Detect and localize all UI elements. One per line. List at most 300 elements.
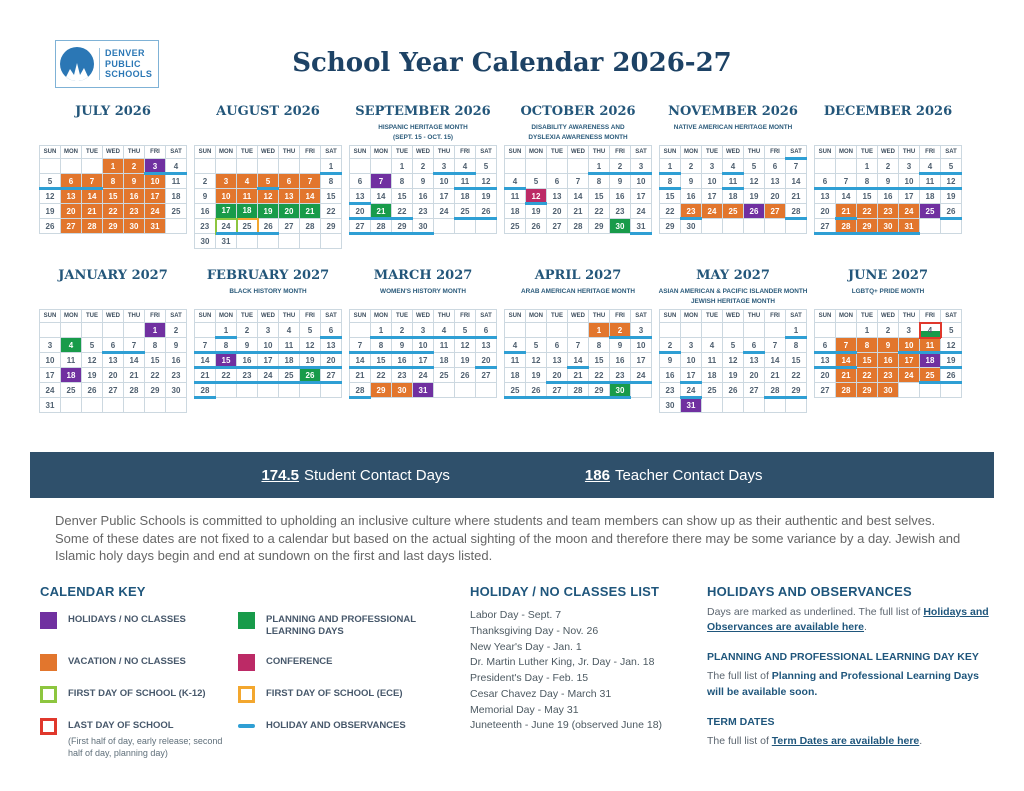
holiday-list-item: Dr. Martin Luther King, Jr. Day - Jan. 18 xyxy=(470,656,655,669)
day-cell: 5 xyxy=(82,338,103,353)
day-cell: 4 xyxy=(455,159,476,174)
day-cell: 14 xyxy=(836,353,857,368)
day-cell: 20 xyxy=(815,368,836,383)
day-cell: 25 xyxy=(702,383,723,398)
day-cell: 15 xyxy=(786,353,807,368)
day-cell: 26 xyxy=(526,219,547,234)
day-cell: 29 xyxy=(392,219,413,234)
day-cell: 23 xyxy=(610,368,631,383)
day-cell: 29 xyxy=(857,383,878,398)
day-cell: 7 xyxy=(124,338,145,353)
day-cell: 31 xyxy=(40,398,61,413)
day-cell: 16 xyxy=(681,189,702,204)
day-cell: 28 xyxy=(568,383,589,398)
day-cell: 5 xyxy=(258,174,279,189)
day-cell xyxy=(216,383,237,398)
day-cell: 23 xyxy=(237,368,258,383)
day-cell: 14 xyxy=(568,189,589,204)
weekday-header: FRI xyxy=(765,146,786,159)
day-cell xyxy=(61,323,82,338)
day-cell: 11 xyxy=(723,174,744,189)
day-cell: 19 xyxy=(82,368,103,383)
term-dates-title: TERM DATES xyxy=(707,715,775,728)
day-cell: 8 xyxy=(660,174,681,189)
day-cell: 11 xyxy=(61,353,82,368)
day-cell: 19 xyxy=(526,368,547,383)
day-cell: 21 xyxy=(836,204,857,219)
calendar-key-section xyxy=(40,584,470,759)
day-cell: 15 xyxy=(103,189,124,204)
day-cell: 10 xyxy=(681,353,702,368)
page-title: School Year Calendar 2026-27 xyxy=(292,48,732,78)
day-cell: 25 xyxy=(166,204,187,219)
holiday-list-section xyxy=(470,584,707,759)
key-label: HOLIDAYS / NO CLASSES xyxy=(68,614,186,625)
day-cell: 24 xyxy=(258,368,279,383)
day-cell: 10 xyxy=(40,353,61,368)
day-cell: 6 xyxy=(547,338,568,353)
day-cell: 3 xyxy=(216,174,237,189)
day-cell: 8 xyxy=(145,338,166,353)
day-cell xyxy=(279,159,300,174)
weekday-header: THU xyxy=(899,146,920,159)
weekday-header: TUE xyxy=(702,310,723,323)
holiday-list-item: Memorial Day - May 31 xyxy=(470,703,579,716)
day-cell xyxy=(103,323,124,338)
key-swatch-fill xyxy=(238,612,255,629)
key-item xyxy=(40,718,238,760)
day-cell: 6 xyxy=(765,159,786,174)
day-cell: 28 xyxy=(124,383,145,398)
term-dates-link[interactable]: Term Dates are available here xyxy=(771,734,920,747)
day-cell: 30 xyxy=(878,219,899,234)
day-cell: 7 xyxy=(371,174,392,189)
day-cell: 5 xyxy=(455,323,476,338)
holiday-list-item: Cesar Chavez Day - March 31 xyxy=(470,687,612,700)
day-cell: 14 xyxy=(786,174,807,189)
day-cell: 29 xyxy=(103,219,124,234)
day-cell xyxy=(702,219,723,234)
day-cell: 4 xyxy=(505,174,526,189)
day-cell xyxy=(744,398,765,413)
day-cell xyxy=(82,159,103,174)
day-cell: 15 xyxy=(857,353,878,368)
day-cell: 28 xyxy=(300,219,321,234)
day-cell: 16 xyxy=(166,353,187,368)
day-cell: 21 xyxy=(568,204,589,219)
day-cell: 27 xyxy=(815,383,836,398)
day-cell: 21 xyxy=(300,204,321,219)
day-cell xyxy=(660,323,681,338)
weekday-header: MON xyxy=(836,146,857,159)
month-april-2027 xyxy=(503,268,653,413)
holidays-observances-link[interactable]: Holidays and Observances are available here xyxy=(707,606,989,634)
weekday-header: SAT xyxy=(476,310,497,323)
day-cell: 30 xyxy=(610,383,631,398)
day-cell: 24 xyxy=(899,368,920,383)
weekday-header: THU xyxy=(589,146,610,159)
day-cell: 1 xyxy=(660,159,681,174)
day-cell: 14 xyxy=(568,353,589,368)
day-cell: 11 xyxy=(505,353,526,368)
day-cell: 9 xyxy=(610,174,631,189)
day-cell: 20 xyxy=(476,353,497,368)
day-cell: 22 xyxy=(216,368,237,383)
day-cell: 2 xyxy=(878,323,899,338)
day-cell: 9 xyxy=(413,174,434,189)
day-cell xyxy=(455,219,476,234)
day-cell: 6 xyxy=(103,338,124,353)
day-cell: 23 xyxy=(195,219,216,234)
weekday-header: MON xyxy=(681,146,702,159)
day-cell: 19 xyxy=(941,189,962,204)
day-cell: 14 xyxy=(124,353,145,368)
day-cell xyxy=(744,219,765,234)
weekday-header: THU xyxy=(124,310,145,323)
day-cell: 3 xyxy=(413,323,434,338)
day-cell: 30 xyxy=(878,383,899,398)
day-cell: 7 xyxy=(765,338,786,353)
day-cell: 13 xyxy=(744,353,765,368)
day-cell: 30 xyxy=(392,383,413,398)
day-cell: 5 xyxy=(941,323,962,338)
month-january-2027 xyxy=(38,268,188,413)
day-cell: 20 xyxy=(547,204,568,219)
day-cell xyxy=(216,159,237,174)
day-cell: 25 xyxy=(61,383,82,398)
day-cell: 8 xyxy=(103,174,124,189)
day-cell: 13 xyxy=(279,189,300,204)
day-cell: 9 xyxy=(681,174,702,189)
weekday-header: WED xyxy=(723,146,744,159)
day-cell: 28 xyxy=(568,219,589,234)
calendar-grid xyxy=(349,145,497,234)
weekday-header: SUN xyxy=(660,146,681,159)
day-cell: 17 xyxy=(702,189,723,204)
weekday-header: FRI xyxy=(610,310,631,323)
day-cell: 27 xyxy=(547,383,568,398)
weekday-header: SAT xyxy=(941,310,962,323)
day-cell: 5 xyxy=(300,323,321,338)
day-cell: 22 xyxy=(589,204,610,219)
calendar-grid xyxy=(194,145,342,249)
weekday-header: TUE xyxy=(857,310,878,323)
day-cell xyxy=(723,323,744,338)
day-cell: 24 xyxy=(702,204,723,219)
day-cell: 15 xyxy=(660,189,681,204)
day-cell: 11 xyxy=(434,338,455,353)
day-cell xyxy=(836,159,857,174)
day-cell xyxy=(476,383,497,398)
day-cell: 8 xyxy=(371,338,392,353)
weekday-header: WED xyxy=(568,310,589,323)
day-cell: 5 xyxy=(526,174,547,189)
weekday-header: SUN xyxy=(350,146,371,159)
day-cell xyxy=(350,323,371,338)
day-cell: 26 xyxy=(455,368,476,383)
day-cell: 7 xyxy=(300,174,321,189)
holiday-list-item: Thanksgiving Day - Nov. 26 xyxy=(470,624,599,637)
day-cell: 13 xyxy=(765,174,786,189)
day-cell: 10 xyxy=(899,338,920,353)
day-cell: 9 xyxy=(166,338,187,353)
day-cell: 8 xyxy=(786,338,807,353)
day-cell: 3 xyxy=(434,159,455,174)
day-cell: 18 xyxy=(61,368,82,383)
day-cell: 11 xyxy=(455,174,476,189)
day-cell: 17 xyxy=(145,189,166,204)
weekday-header: TUE xyxy=(547,310,568,323)
day-cell: 23 xyxy=(413,204,434,219)
day-cell: 13 xyxy=(321,338,342,353)
weekday-header: SUN xyxy=(505,146,526,159)
day-cell xyxy=(300,234,321,249)
day-cell xyxy=(258,234,279,249)
day-cell: 25 xyxy=(434,368,455,383)
day-cell: 18 xyxy=(723,189,744,204)
weekday-header: FRI xyxy=(300,310,321,323)
day-cell: 10 xyxy=(434,174,455,189)
day-cell: 1 xyxy=(321,159,342,174)
day-cell: 6 xyxy=(350,174,371,189)
day-cell: 21 xyxy=(350,368,371,383)
weekday-header: SAT xyxy=(631,310,652,323)
day-cell: 1 xyxy=(786,323,807,338)
day-cell: 16 xyxy=(413,189,434,204)
day-cell: 21 xyxy=(836,368,857,383)
day-cell: 18 xyxy=(166,189,187,204)
month-subtitle: ARAB AMERICAN HERITAGE MONTH xyxy=(521,288,635,295)
calendar-grid xyxy=(39,309,187,413)
weekday-header: THU xyxy=(744,310,765,323)
day-cell: 6 xyxy=(61,174,82,189)
inclusion-statement: Denver Public Schools is committed to upholding an inclusive culture where students and team members can show up as their authentic and best selves. Some of these dates are not fixed to a calendar but based on the actual sighting of the moon and therefore there may be some variance by a day. Jewish and Islamic holy days begin and end at sundown on the first and last days listed. xyxy=(55,513,961,564)
day-cell xyxy=(547,323,568,338)
day-cell xyxy=(744,323,765,338)
weekday-header: SAT xyxy=(166,310,187,323)
day-cell xyxy=(631,383,652,398)
day-cell: 12 xyxy=(526,353,547,368)
day-cell: 22 xyxy=(786,368,807,383)
weekday-header: FRI xyxy=(920,146,941,159)
day-cell: 20 xyxy=(547,368,568,383)
weekday-header: MON xyxy=(61,146,82,159)
day-cell: 19 xyxy=(258,204,279,219)
day-cell xyxy=(765,219,786,234)
weekday-header: THU xyxy=(589,310,610,323)
day-cell xyxy=(237,234,258,249)
day-cell xyxy=(723,219,744,234)
day-cell: 16 xyxy=(878,353,899,368)
day-cell: 31 xyxy=(899,219,920,234)
day-cell: 8 xyxy=(857,174,878,189)
day-cell: 26 xyxy=(40,219,61,234)
month-title: MARCH 2027 xyxy=(373,268,473,283)
day-cell: 10 xyxy=(702,174,723,189)
day-cell: 12 xyxy=(941,338,962,353)
day-cell: 21 xyxy=(568,368,589,383)
weekday-header: FRI xyxy=(455,310,476,323)
day-cell: 17 xyxy=(631,189,652,204)
day-cell: 29 xyxy=(145,383,166,398)
day-cell: 3 xyxy=(631,159,652,174)
day-cell: 24 xyxy=(145,204,166,219)
holidays-observances-title: HOLIDAYS AND OBSERVANCES xyxy=(707,584,912,599)
day-cell: 31 xyxy=(216,234,237,249)
day-cell: 8 xyxy=(321,174,342,189)
weekday-header: WED xyxy=(878,146,899,159)
day-cell xyxy=(702,323,723,338)
month-subtitle: LGBTQ+ PRIDE MONTH xyxy=(851,288,925,295)
day-cell: 24 xyxy=(434,204,455,219)
day-cell: 13 xyxy=(815,353,836,368)
weekday-header: THU xyxy=(124,146,145,159)
day-cell: 23 xyxy=(392,368,413,383)
day-cell: 18 xyxy=(920,189,941,204)
month-subtitle: WOMEN'S HISTORY MONTH xyxy=(380,288,466,295)
day-cell: 15 xyxy=(589,189,610,204)
weekday-header: SUN xyxy=(195,310,216,323)
weekday-header: SAT xyxy=(786,146,807,159)
weekday-header: SUN xyxy=(40,310,61,323)
month-october-2026 xyxy=(503,104,653,249)
key-label: LAST DAY OF SCHOOL (First half of day, early release; second half of day, planning day) xyxy=(68,718,238,760)
key-item xyxy=(238,718,466,760)
day-cell xyxy=(61,159,82,174)
day-cell xyxy=(350,159,371,174)
month-title: FEBRUARY 2027 xyxy=(206,268,330,283)
day-cell xyxy=(476,219,497,234)
day-cell: 18 xyxy=(920,353,941,368)
day-cell: 18 xyxy=(702,368,723,383)
teacher-contact-days-value: 186 xyxy=(584,466,610,484)
key-swatch-outline xyxy=(40,718,57,735)
day-cell: 23 xyxy=(660,383,681,398)
day-cell: 19 xyxy=(723,368,744,383)
weekday-header: MON xyxy=(371,310,392,323)
day-cell: 31 xyxy=(413,383,434,398)
month-september-2026 xyxy=(348,104,498,249)
day-cell: 14 xyxy=(350,353,371,368)
day-cell: 27 xyxy=(279,219,300,234)
day-cell: 23 xyxy=(610,204,631,219)
weekday-header: TUE xyxy=(547,146,568,159)
day-cell: 22 xyxy=(660,204,681,219)
day-cell: 7 xyxy=(82,174,103,189)
day-cell xyxy=(82,323,103,338)
day-cell: 1 xyxy=(371,323,392,338)
day-cell: 11 xyxy=(920,338,941,353)
day-cell: 3 xyxy=(40,338,61,353)
day-cell xyxy=(899,383,920,398)
day-cell: 26 xyxy=(941,368,962,383)
weekday-header: MON xyxy=(61,310,82,323)
weekday-header: SUN xyxy=(660,310,681,323)
day-cell: 4 xyxy=(166,159,187,174)
key-label: CONFERENCE xyxy=(266,655,333,667)
key-item xyxy=(238,686,466,703)
day-cell: 24 xyxy=(631,368,652,383)
weekday-header: FRI xyxy=(145,146,166,159)
day-cell: 25 xyxy=(237,219,258,234)
day-cell: 5 xyxy=(476,159,497,174)
day-cell: 24 xyxy=(681,383,702,398)
day-cell: 3 xyxy=(681,338,702,353)
observances-section xyxy=(707,584,995,759)
day-cell: 13 xyxy=(103,353,124,368)
day-cell: 11 xyxy=(702,353,723,368)
day-cell: 20 xyxy=(350,204,371,219)
day-cell: 27 xyxy=(476,368,497,383)
day-cell xyxy=(145,398,166,413)
month-july-2026 xyxy=(38,104,188,249)
weekday-header: SUN xyxy=(815,310,836,323)
month-title: DECEMBER 2026 xyxy=(823,104,953,119)
day-cell: 6 xyxy=(547,174,568,189)
day-cell: 30 xyxy=(681,219,702,234)
day-cell: 1 xyxy=(589,323,610,338)
weekday-header: THU xyxy=(279,146,300,159)
day-cell: 22 xyxy=(392,204,413,219)
weekday-header: THU xyxy=(899,310,920,323)
day-cell: 2 xyxy=(610,159,631,174)
day-cell: 22 xyxy=(103,204,124,219)
day-cell xyxy=(786,219,807,234)
day-cell xyxy=(920,219,941,234)
day-cell: 20 xyxy=(765,189,786,204)
weekday-header: FRI xyxy=(610,146,631,159)
weekday-header: FRI xyxy=(300,146,321,159)
day-cell: 3 xyxy=(899,323,920,338)
key-label: PLANNING AND PROFESSIONAL LEARNING DAYS xyxy=(266,614,416,638)
day-cell: 12 xyxy=(300,338,321,353)
day-cell: 24 xyxy=(899,204,920,219)
month-february-2027 xyxy=(193,268,343,413)
day-cell: 3 xyxy=(631,323,652,338)
day-cell: 19 xyxy=(455,353,476,368)
day-cell xyxy=(300,383,321,398)
calendar-grid xyxy=(504,309,652,398)
day-cell: 15 xyxy=(392,189,413,204)
day-cell xyxy=(195,323,216,338)
day-cell: 4 xyxy=(434,323,455,338)
weekday-header: MON xyxy=(371,146,392,159)
day-cell xyxy=(371,159,392,174)
day-cell: 30 xyxy=(413,219,434,234)
day-cell: 7 xyxy=(350,338,371,353)
day-cell: 29 xyxy=(589,383,610,398)
day-cell: 24 xyxy=(216,219,237,234)
key-item xyxy=(40,654,238,671)
key-swatch-fill xyxy=(238,654,255,671)
day-cell: 16 xyxy=(610,189,631,204)
day-cell: 13 xyxy=(350,189,371,204)
day-cell: 11 xyxy=(237,189,258,204)
day-cell xyxy=(166,398,187,413)
month-subtitle: NATIVE AMERICAN HERITAGE MONTH xyxy=(673,124,793,131)
day-cell: 27 xyxy=(744,383,765,398)
day-cell: 22 xyxy=(145,368,166,383)
day-cell: 11 xyxy=(166,174,187,189)
day-cell: 29 xyxy=(786,383,807,398)
day-cell: 6 xyxy=(321,323,342,338)
day-cell: 1 xyxy=(392,159,413,174)
day-cell xyxy=(321,234,342,249)
day-cell xyxy=(702,398,723,413)
weekday-header: SAT xyxy=(166,146,187,159)
day-cell: 7 xyxy=(195,338,216,353)
day-cell: 22 xyxy=(857,368,878,383)
